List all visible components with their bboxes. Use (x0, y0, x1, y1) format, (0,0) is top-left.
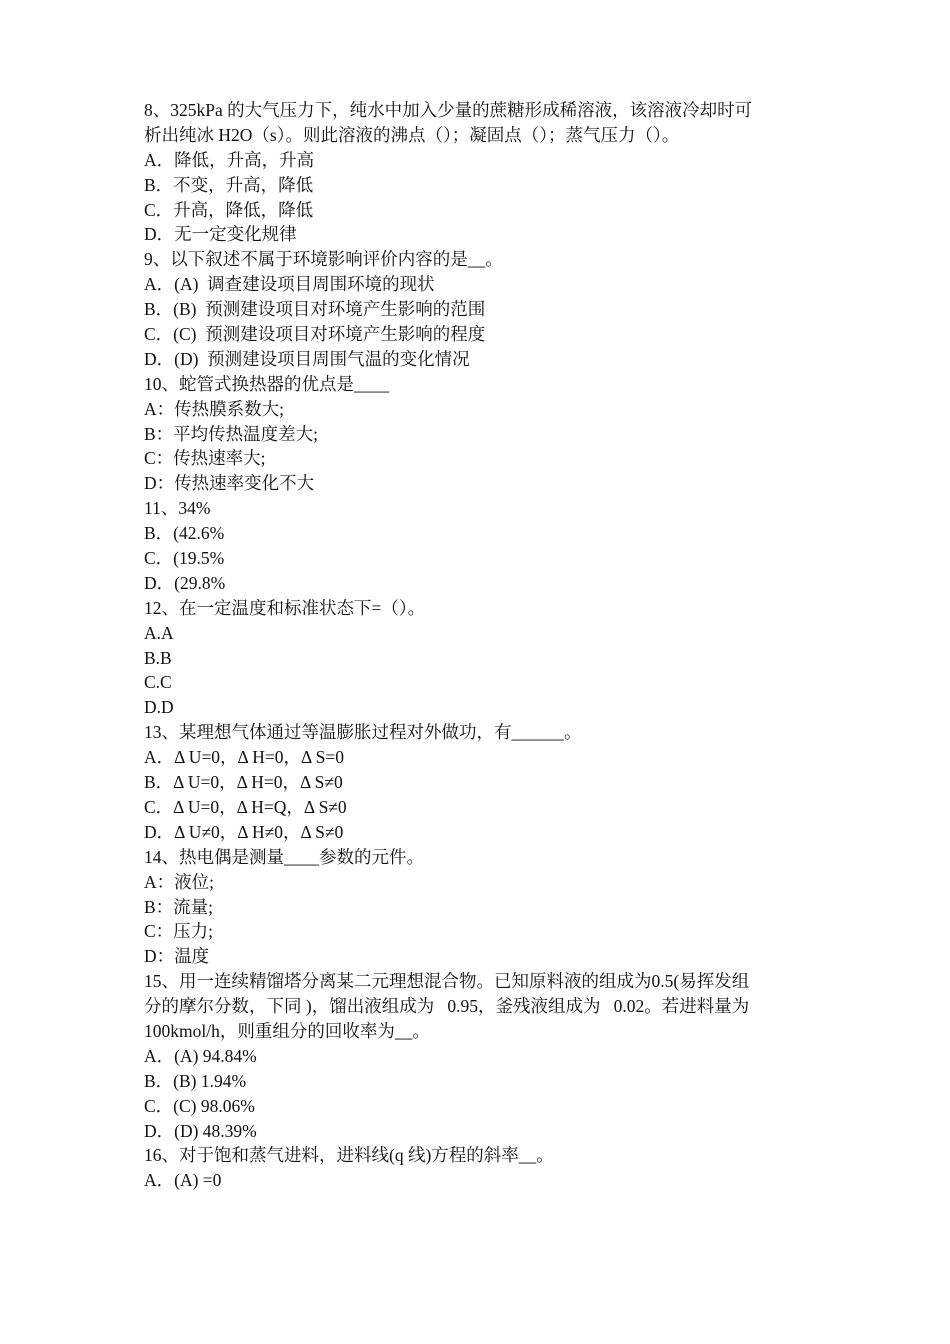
text-line-q8-1: 8、325kPa 的大气压力下，纯水中加入少量的蔗糖形成稀溶液，该溶液冷却时可 (144, 100, 753, 120)
option-d: D．(D) 48.39% (144, 1120, 257, 1141)
option-a: A．Δ U=0，Δ H=0，Δ S=0 (144, 747, 344, 768)
option-d: D．无一定变化规律 (144, 224, 297, 245)
question-11: 11、34% (144, 498, 211, 519)
option-d: D：温度 (144, 946, 210, 967)
option-a: A：传热膜系数大; (144, 398, 284, 419)
option-b: B：流量; (144, 896, 214, 917)
option-a: A．降低，升高，升高 (144, 149, 315, 170)
option-c: C．(C) 98.06% (144, 1095, 255, 1116)
option-d: D：传热速率变化不大 (144, 473, 315, 494)
option-c: C：传热速率大; (144, 448, 266, 469)
option-c: C．Δ U=0，Δ H=Q，Δ S≠0 (144, 796, 347, 817)
option-b: B．(42.6% (144, 523, 225, 544)
option-c: C．升高，降低，降低 (144, 199, 314, 220)
option-d: D．(29.8% (144, 572, 226, 593)
option-a: A：液位; (144, 871, 214, 892)
document-body (144, 98, 814, 1193)
text-line-q8-2: 析出纯冰 H2O（s）。则此溶液的沸点（）；凝固点（）；蒸气压力（）。 (144, 124, 680, 145)
question-10: 10、蛇管式换热器的优点是____ (144, 373, 389, 394)
question-9: 9、以下叙述不属于环境影响评价内容的是__。 (144, 249, 503, 270)
option-a: A.A (144, 622, 174, 643)
option-d: D.D (144, 697, 174, 718)
option-c: C．(19.5% (144, 548, 225, 569)
text-line-q15-2: 分的摩尔分数，下同 )，馏出液组成为 0.95，釜残液组成为 0.02。若进料量为 (144, 996, 750, 1017)
option-b: B．Δ U=0，Δ H=0，Δ S≠0 (144, 772, 343, 793)
option-b: B．(B) 1.94% (144, 1070, 247, 1091)
option-c: C.C (144, 672, 172, 693)
option-a: A．(A) 调查建设项目周围环境的现状 (144, 274, 435, 295)
question-12: 12、在一定温度和标准状态下=（）。 (144, 597, 426, 618)
question-16: 16、对于饱和蒸气进料，进料线(q 线)方程的斜率__。 (144, 1145, 554, 1166)
option-b: B.B (144, 647, 172, 668)
option-c: C．(C) 预测建设项目对环境产生影响的程度 (144, 324, 486, 345)
text-line-q15-3: 100kmol/h，则重组分的回收率为__。 (144, 1020, 430, 1041)
question-14: 14、热电偶是测量____参数的元件。 (144, 846, 424, 867)
option-b: B．(B) 预测建设项目对环境产生影响的范围 (144, 299, 486, 320)
option-c: C：压力; (144, 921, 214, 942)
option-d: D．Δ U≠0，Δ H≠0，Δ S≠0 (144, 821, 344, 842)
option-a: A．(A) 94.84% (144, 1045, 257, 1066)
question-13: 13、某理想气体通过等温膨胀过程对外做功，有______。 (144, 722, 582, 743)
option-a: A．(A) =0 (144, 1170, 222, 1191)
option-d: D．(D) 预测建设项目周围气温的变化情况 (144, 348, 470, 369)
option-b: B：平均传热温度差大; (144, 423, 319, 444)
text-line-q15-1: 15、用一连续精馏塔分离某二元理想混合物。已知原料液的组成为0.5(易挥发组 (144, 971, 750, 992)
option-b: B．不变，升高，降低 (144, 174, 314, 195)
